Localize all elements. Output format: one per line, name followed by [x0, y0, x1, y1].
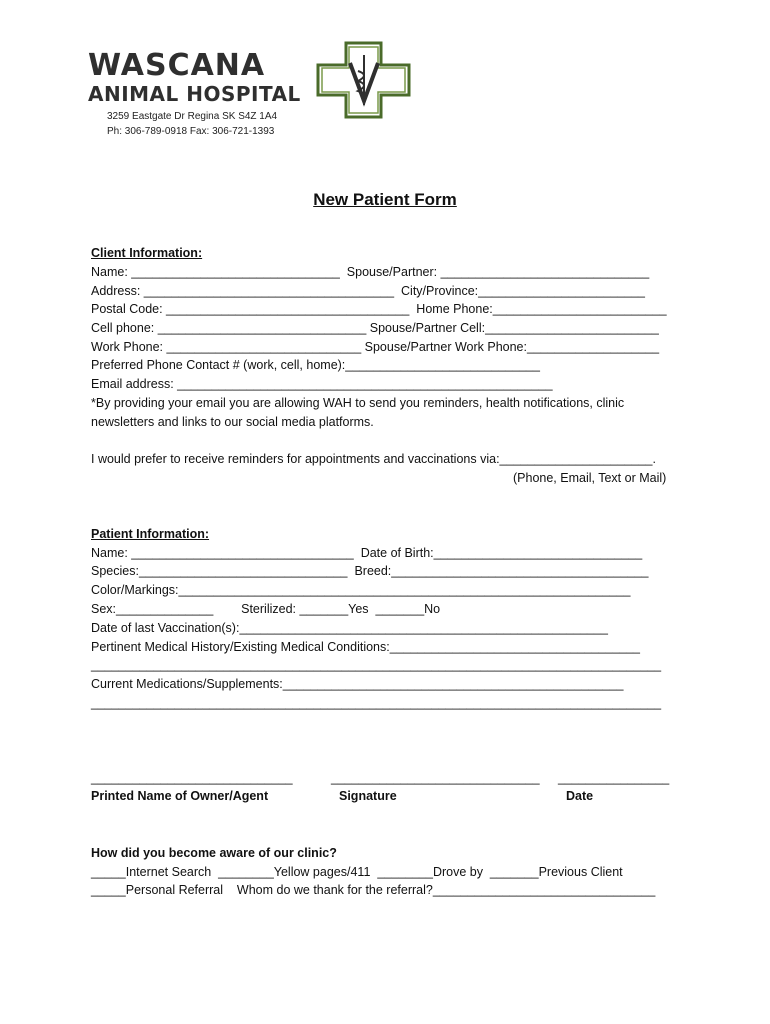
date-label: Date: [566, 789, 594, 803]
patient-name-field[interactable]: Name: ________________________________ Date of Birth:______________________________: [91, 546, 643, 560]
last-vaccination-field[interactable]: Date of last Vaccination(s):_____________________________________________________: [91, 621, 608, 635]
current-medications-field[interactable]: Current Medications/Supplements:_________________________________________________: [91, 677, 624, 691]
clinic-logo: [88, 46, 418, 120]
owner-name-label: Printed Name of Owner/Agent: [91, 789, 269, 803]
client-address-field[interactable]: Address: ____________________________________ City/Province:________________________: [91, 284, 645, 298]
medical-history-field[interactable]: Pertinent Medical History/Existing Medical Conditions:____________________________________: [91, 640, 641, 654]
medications-continuation[interactable]: __________________________________________________________________________________: [91, 696, 662, 710]
client-work-phone-field[interactable]: Work Phone: ____________________________ Spouse/Partner Work Phone:___________________: [91, 340, 660, 354]
awareness-heading: How did you become aware of our clinic?: [91, 846, 337, 860]
logo-wordmark-line2: ANIMAL HOSPITAL: [88, 82, 301, 106]
clinic-address: 3259 Eastgate Dr Regina SK S4Z 1A4: [107, 111, 278, 122]
logo-wordmark-line1: WASCANA: [88, 48, 266, 83]
preferred-phone-field[interactable]: Preferred Phone Contact # (work, cell, home):____________________________: [91, 358, 540, 372]
sex-sterilized-field[interactable]: Sex:______________ Sterilized: _______Yes _______No: [91, 602, 441, 616]
reminder-preference-field[interactable]: I would prefer to receive reminders for appointments and vaccinations via:______________________.: [91, 452, 656, 466]
client-information-heading: Client Information:: [91, 246, 203, 260]
species-breed-field[interactable]: Species:______________________________ Breed:_____________________________________: [91, 564, 649, 578]
awareness-options[interactable]: _____Internet Search ________Yellow pages/411 ________Drove by _______Previous Client: [91, 865, 623, 879]
clinic-phone-fax: Ph: 306-789-0918 Fax: 306-721-1393: [107, 126, 275, 137]
owner-name-line[interactable]: _____________________________: [91, 771, 293, 785]
date-line[interactable]: ________________: [558, 771, 670, 785]
email-consent-note: *By providing your email you are allowing WAH to send you reminders, health notifications, clinic: [91, 396, 625, 410]
client-name-field[interactable]: Name: ______________________________ Spouse/Partner: ______________________________: [91, 265, 650, 279]
medical-history-continuation[interactable]: __________________________________________________________________________________: [91, 658, 662, 672]
form-title: New Patient Form: [313, 190, 457, 209]
client-postal-code-field[interactable]: Postal Code: ___________________________________ Home Phone:_________________________: [91, 302, 667, 316]
patient-information-heading: Patient Information:: [91, 527, 210, 541]
signature-label: Signature: [339, 789, 397, 803]
color-markings-field[interactable]: Color/Markings:_________________________________________________________________: [91, 583, 631, 597]
referral-field[interactable]: _____Personal Referral Whom do we thank for the referral?________________________________: [91, 883, 656, 897]
email-consent-note-cont: newsletters and links to our social media platforms.: [91, 415, 374, 429]
signature-line[interactable]: ______________________________: [331, 771, 540, 785]
reminder-options-hint: (Phone, Email, Text or Mail): [513, 471, 667, 485]
client-cell-phone-field[interactable]: Cell phone: ______________________________ Spouse/Partner Cell:_________________________: [91, 321, 659, 335]
veterinary-cross-icon: [316, 41, 411, 119]
email-address-field[interactable]: Email address: ______________________________________________________: [91, 377, 553, 391]
